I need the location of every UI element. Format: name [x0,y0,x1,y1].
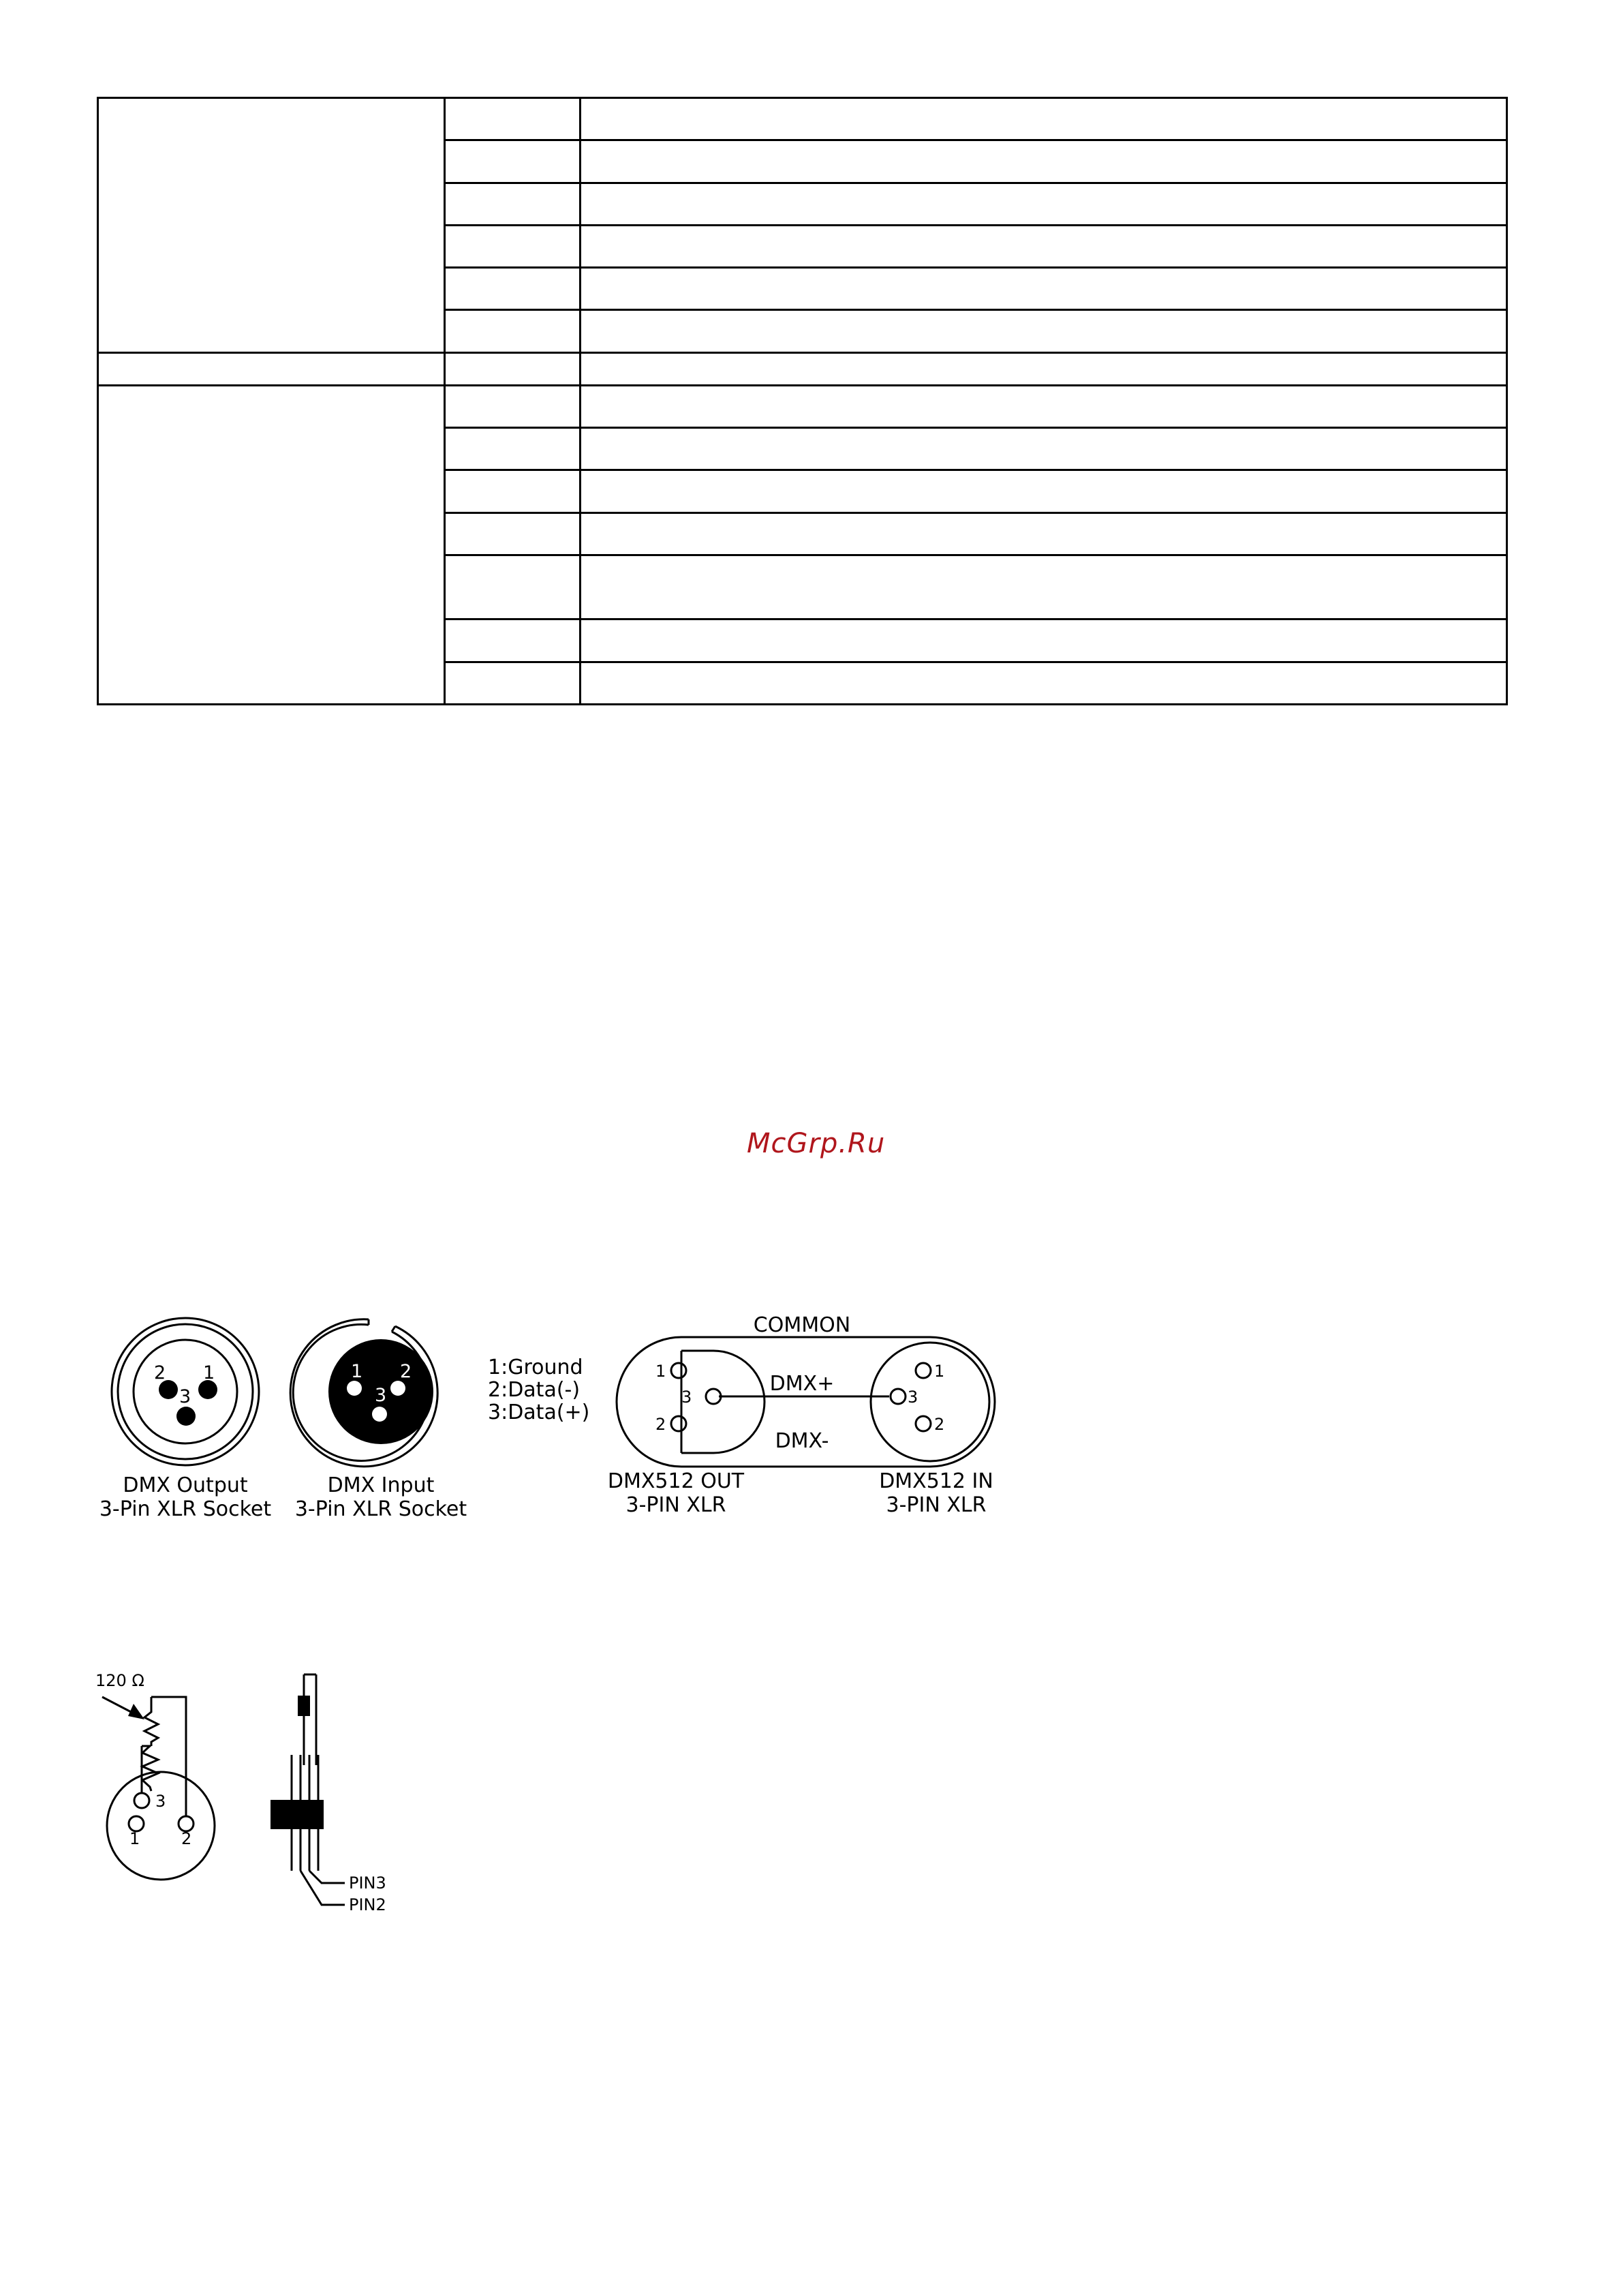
in-label-line2: 3-PIN XLR [886,1493,987,1517]
input-label-line2: 3-Pin XLR Socket [294,1497,467,1521]
watermark: McGrp.Ru [747,1128,886,1159]
out-pin-2-label: 2 [655,1415,666,1434]
output-label-line2: 3-Pin XLR Socket [99,1497,272,1521]
resistor-body [298,1696,310,1716]
in-connector-face [871,1343,989,1461]
common-label: COMMON [753,1313,851,1337]
out-label-line2: 3-PIN XLR [625,1493,726,1517]
out-label-line1: DMX512 OUT [607,1469,745,1493]
input-pin-3-label: 3 [375,1385,387,1406]
term-pin-3-label: 3 [155,1792,166,1811]
dmx-input-socket [290,1319,437,1467]
output-pin-3-label: 3 [179,1386,191,1407]
pin2-label: PIN2 [349,1895,386,1914]
input-pin-1-label: 1 [351,1361,363,1382]
output-pin-1-label: 1 [203,1362,215,1383]
input-pin-3-dot [372,1407,387,1422]
heat-shrink-sleeve [270,1800,324,1829]
output-label-line1: DMX Output [123,1473,248,1497]
in-pin-3-label: 3 [908,1388,918,1407]
in-label-line1: DMX512 IN [879,1469,993,1493]
dmx-plus-label: DMX+ [769,1372,835,1396]
resistor-arrow-head [128,1704,144,1719]
legend-data-minus: 2:Data(-) [488,1378,581,1402]
output-pin-3-dot [176,1407,196,1426]
in-pin-2-label: 2 [934,1415,945,1434]
out-connector-face [681,1351,764,1453]
resistor-arrow [102,1697,135,1714]
input-pin-2-dot [390,1381,405,1396]
pin3-label: PIN3 [349,1873,386,1893]
input-pin-2-label: 2 [400,1361,412,1382]
input-pin-1-dot [347,1381,362,1396]
term-pin-1-label: 1 [129,1829,140,1848]
out-pin-1-label: 1 [655,1362,666,1381]
out-connector-body [617,1337,681,1467]
in-pin-1-label: 1 [934,1362,945,1381]
resistor-symbol [142,1746,158,1791]
term-pin-2-label: 2 [181,1829,192,1848]
resistor-label: 120 Ω [95,1671,144,1690]
out-pin-3-label: 3 [681,1388,692,1407]
cable-outline [681,1337,995,1467]
output-pin-2-label: 2 [154,1362,166,1383]
dmx-minus-label: DMX- [775,1429,829,1453]
legend-ground: 1:Ground [488,1356,583,1379]
legend-data-plus: 3:Data(+) [488,1400,590,1424]
input-label-line1: DMX Input [327,1473,435,1497]
terminator-plug [102,1697,215,1880]
